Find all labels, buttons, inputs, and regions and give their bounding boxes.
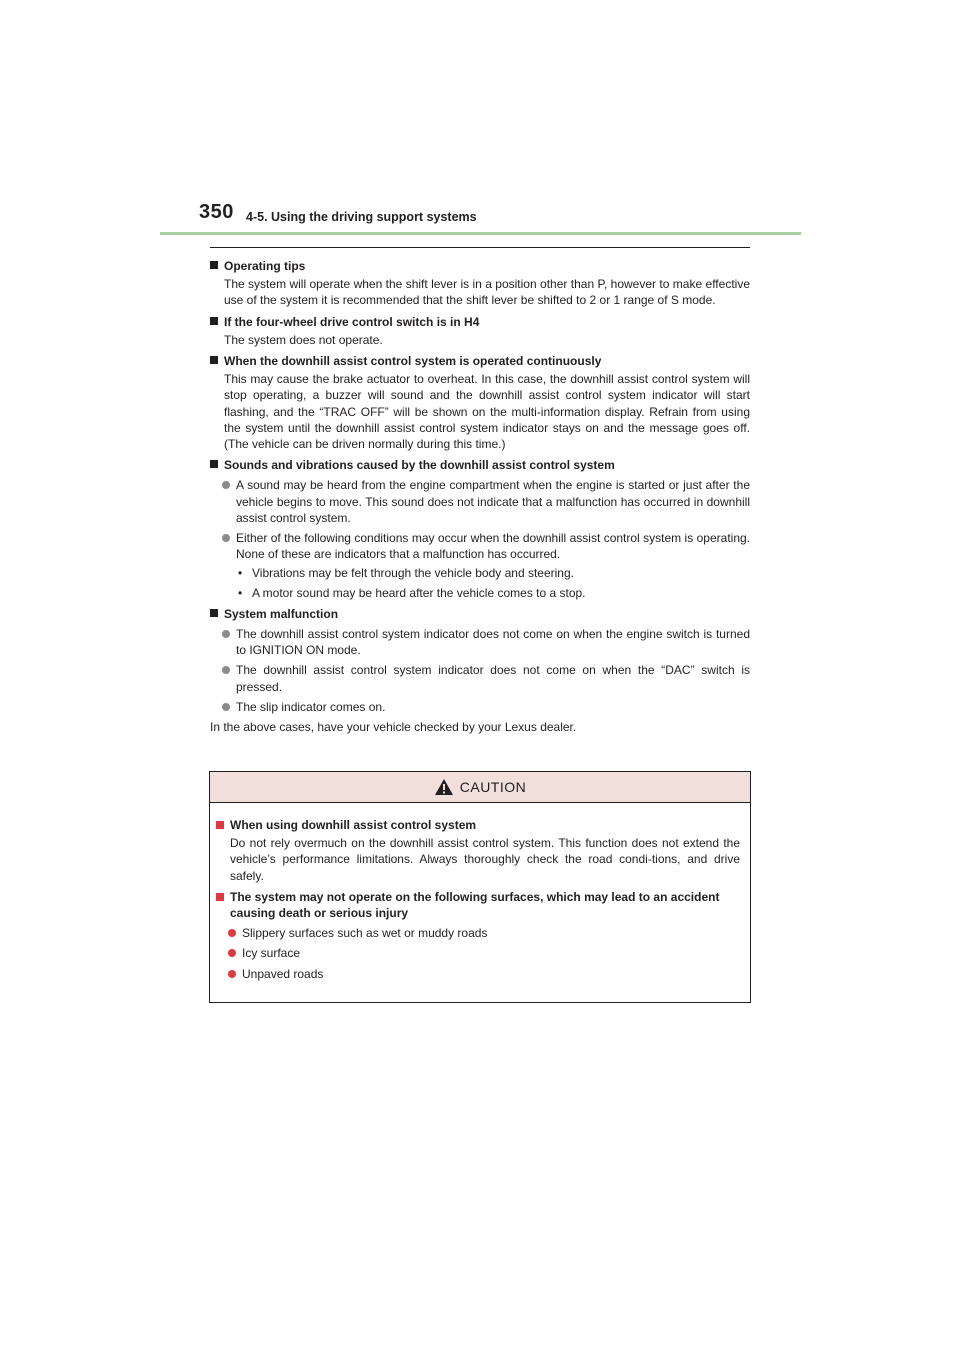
circle-bullet-icon [222,481,230,489]
list-item [216,925,740,941]
closing-note: In the above cases, have your vehicle checked by your Lexus dealer. [210,720,577,735]
list-item [216,966,740,982]
list-item-text: Icy surface [242,946,301,961]
caution-title: CAUTION [459,779,527,795]
list-item-text: Unpaved roads [242,966,324,981]
sub-bullet-marker: • [238,585,243,600]
sub-list-item [210,585,750,601]
circle-bullet-icon [228,970,236,978]
sub-list-item-text: Vibrations may be felt through the vehicle body and steering. [252,566,574,581]
section-heading-text: When the downhill assist control system is operated continuously [224,354,602,369]
caution-header [210,772,750,803]
list-item-text: The slip indicator comes on. [236,699,386,714]
circle-bullet-icon [222,630,230,638]
list-item [210,626,750,658]
section-heading-text: If the four-wheel drive control switch is in H4 [224,314,480,329]
list-item-text: A sound may be heard from the engine compartment when the engine is started or just after the vehicle begins to move. This sound does not indicate that a malfunction has occurred in downhill assist control system. [236,478,750,525]
sub-list-item [210,565,750,581]
circle-bullet-icon [222,666,230,674]
page-number: 350 [199,201,234,223]
section-sounds-vibrations [210,457,750,601]
square-bullet-icon [210,460,218,468]
content-rule [210,247,750,248]
square-bullet-icon [216,893,224,901]
caution-paragraph: Do not rely overmuch on the downhill assist control system. This function does not extend the vehicle’s performance limitations. Always thoroughly check the road condi-tions, and drive safely. [230,836,740,883]
section-heading [210,258,750,274]
section-heading [210,606,750,622]
circle-bullet-icon [228,949,236,957]
sub-bullet-marker: • [238,566,243,581]
section-heading [210,457,750,473]
square-bullet-icon [210,356,218,364]
section-paragraph: The system does not operate. [224,332,383,347]
caution-section-surfaces [216,889,740,982]
caution-box [209,771,751,1003]
section-paragraph: The system will operate when the shift lever is in a position other than P, however to make effective use of the system it is recommended that the shift lever be shifted to 2 or 1 range of S mode. [224,277,750,308]
caution-section-downhill-assist [216,817,740,884]
caution-heading [216,817,740,833]
section-operating-tips [210,258,750,309]
section-heading-text: Operating tips [224,259,306,273]
list-item [216,945,740,961]
circle-bullet-icon [228,929,236,937]
section-heading-text: Sounds and vibrations caused by the downhill assist control system [224,458,615,473]
sub-list-item-text: A motor sound may be heard after the vehicle comes to a stop. [252,585,586,600]
section-title: 4-5. Using the driving support systems [246,210,477,224]
main-content [210,258,750,740]
caution-heading-text: The system may not operate on the following surfaces, which may lead to an accident causing death or serious injury [230,889,720,921]
square-bullet-icon [210,609,218,617]
list-item-text: Either of the following conditions may occur when the downhill assist control system is operating. None of these are indicators that a malfunction has occurred. [236,531,750,562]
square-bullet-icon [210,261,218,269]
square-bullet-icon [210,317,218,325]
section-paragraph: This may cause the brake actuator to overheat. In this case, the downhill assist control system will stop operating, a buzzer will sound and the downhill assist control system indicator will start flashing, and the “TRAC OFF” will be shown on the multi-information display. Refrain from using the system until the downhill assist control system indicator stays on and the message goes off. (The vehicle can be driven normally during this time.) [224,372,750,452]
section-heading [210,314,750,330]
square-bullet-icon [216,821,224,829]
section-operated-continuously [210,353,750,452]
section-heading [210,353,750,369]
list-item [210,699,750,715]
caution-body [210,803,750,982]
section-heading-text: System malfunction [224,606,339,621]
caution-heading-text: When using downhill assist control system [230,818,477,832]
circle-bullet-icon [222,703,230,711]
list-item-text: The downhill assist control system indicator does not come on when the “DAC” switch is pressed. [236,663,750,694]
list-item [210,477,750,526]
header-rule [160,232,801,235]
circle-bullet-icon [222,534,230,542]
list-item-text: Slippery surfaces such as wet or muddy roads [242,926,488,941]
warning-triangle-icon [434,778,454,796]
list-item [210,530,750,562]
caution-heading [216,889,740,921]
section-system-malfunction [210,606,750,735]
section-four-wheel-drive-h4 [210,314,750,348]
list-item [210,662,750,694]
list-item-text: The downhill assist control system indicator does not come on when the engine switch is turned to IGNITION ON mode. [236,627,750,658]
